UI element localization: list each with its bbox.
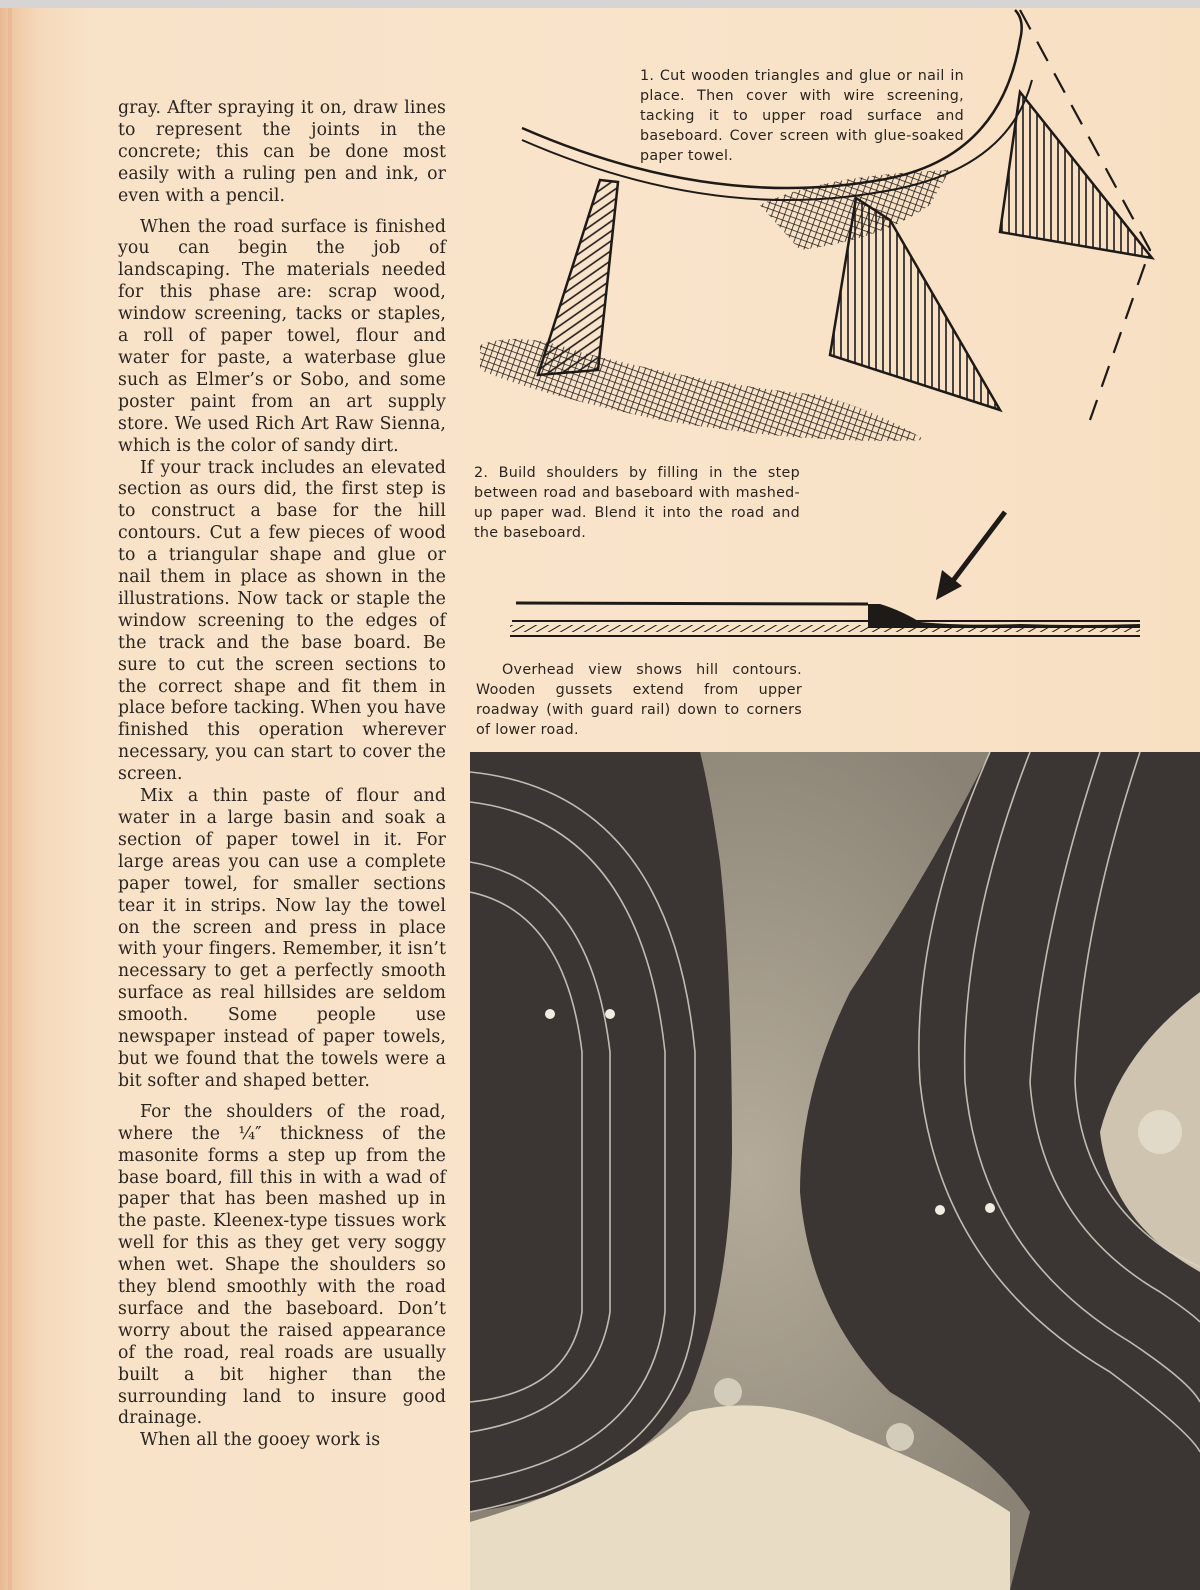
illustration-shoulder-cross-section	[500, 500, 1150, 650]
paragraph-3: If your track includes an elevated section as ours did, the first step is to construct a base for the hill contours. Cut a few pieces of wood to a triangular shape and glue or nail them in place as shown in the illustrations. Now tack or staple the window screening to the edges of the track and the base board. Be sure to cut the screen sections to the correct shape and fit them in place before tacking. When you have finished this operation wherever necessary, you can start to cover the screen.	[118, 457, 446, 785]
figure-2-caption: 2. Build shoulders by filling in the step between road and baseboard with mashed-up paper wad. Blend it into the road and the baseboard.	[474, 465, 800, 541]
figure-1-caption: 1. Cut wooden triangles and glue or nail in place. Then cover with wire screening, tacking it to upper road surface and baseboard. Cover screen with glue-soaked paper towel.	[640, 68, 964, 164]
bush	[886, 1423, 914, 1451]
upper-wire-screen	[760, 170, 950, 250]
baseboard-hatched	[510, 625, 1140, 632]
paper-wad-shoulder	[868, 604, 1140, 628]
overhead-track-photo	[470, 752, 1200, 1590]
page-spine-shadow	[8, 8, 12, 1590]
lane-marker	[605, 1009, 615, 1019]
road-surface-line	[516, 603, 868, 604]
overhead-track-photo-art	[470, 752, 1200, 1590]
article-text-column	[118, 98, 446, 1452]
paragraph-6: When all the gooey work is	[140, 1430, 381, 1451]
photo-caption: Overhead view shows hill contours. Wooden gussets extend from upper roadway (with guard rail) down to corners of lower road.	[476, 662, 802, 738]
lane-marker	[985, 1203, 995, 1213]
paragraph-2: When the road surface is finished you can begin the job of landscaping. The materials needed for this phase are: scrap wood, window screening, tacks or staples, a roll of paper towel, flour and water for paste, a waterbase glue such as Elmer’s or Sobo, and some poster paint from an art supply store. We used Rich Art Raw Sienna, which is the color of sandy dirt.	[118, 216, 446, 456]
right-wooden-gusset	[1000, 92, 1152, 258]
paragraph-4: Mix a thin paste of flour and water in a large basin and soak a section of paper towel in it. For large areas you can use a complete paper towel, for smaller sections tear it in strips. Now lay the towel on the screen and press in place with your fingers. Remember, it isn’t necessary to get a perfectly smooth surface as real hillsides are seldom smooth. Some people use newspaper instead of paper towels, but we found that the towels were a bit softer and shaped better.	[118, 786, 446, 1091]
bush	[1138, 1110, 1182, 1154]
arrow-icon	[936, 512, 1005, 600]
lane-marker	[935, 1205, 945, 1215]
bush	[714, 1378, 742, 1406]
paragraph-5: For the shoulders of the road, where the ¼″ thickness of the masonite forms a step up from the base board, fill this in with a wad of paper that has been mashed up in the paste. Kleenex-type tissues work well for this as they get very soggy when wet. Shape the shoulders so they blend smoothly with the road surface and the baseboard. Don’t worry about the raised appearance of the road, real roads are usually built a bit higher than the surrounding land to insure good drainage.	[118, 1101, 446, 1429]
paragraph-1: gray. After spraying it on, draw lines to represent the joints in the concrete; this can be done most easily with a ruling pen and ink, or even with a pencil.	[118, 98, 446, 206]
lane-marker	[545, 1009, 555, 1019]
